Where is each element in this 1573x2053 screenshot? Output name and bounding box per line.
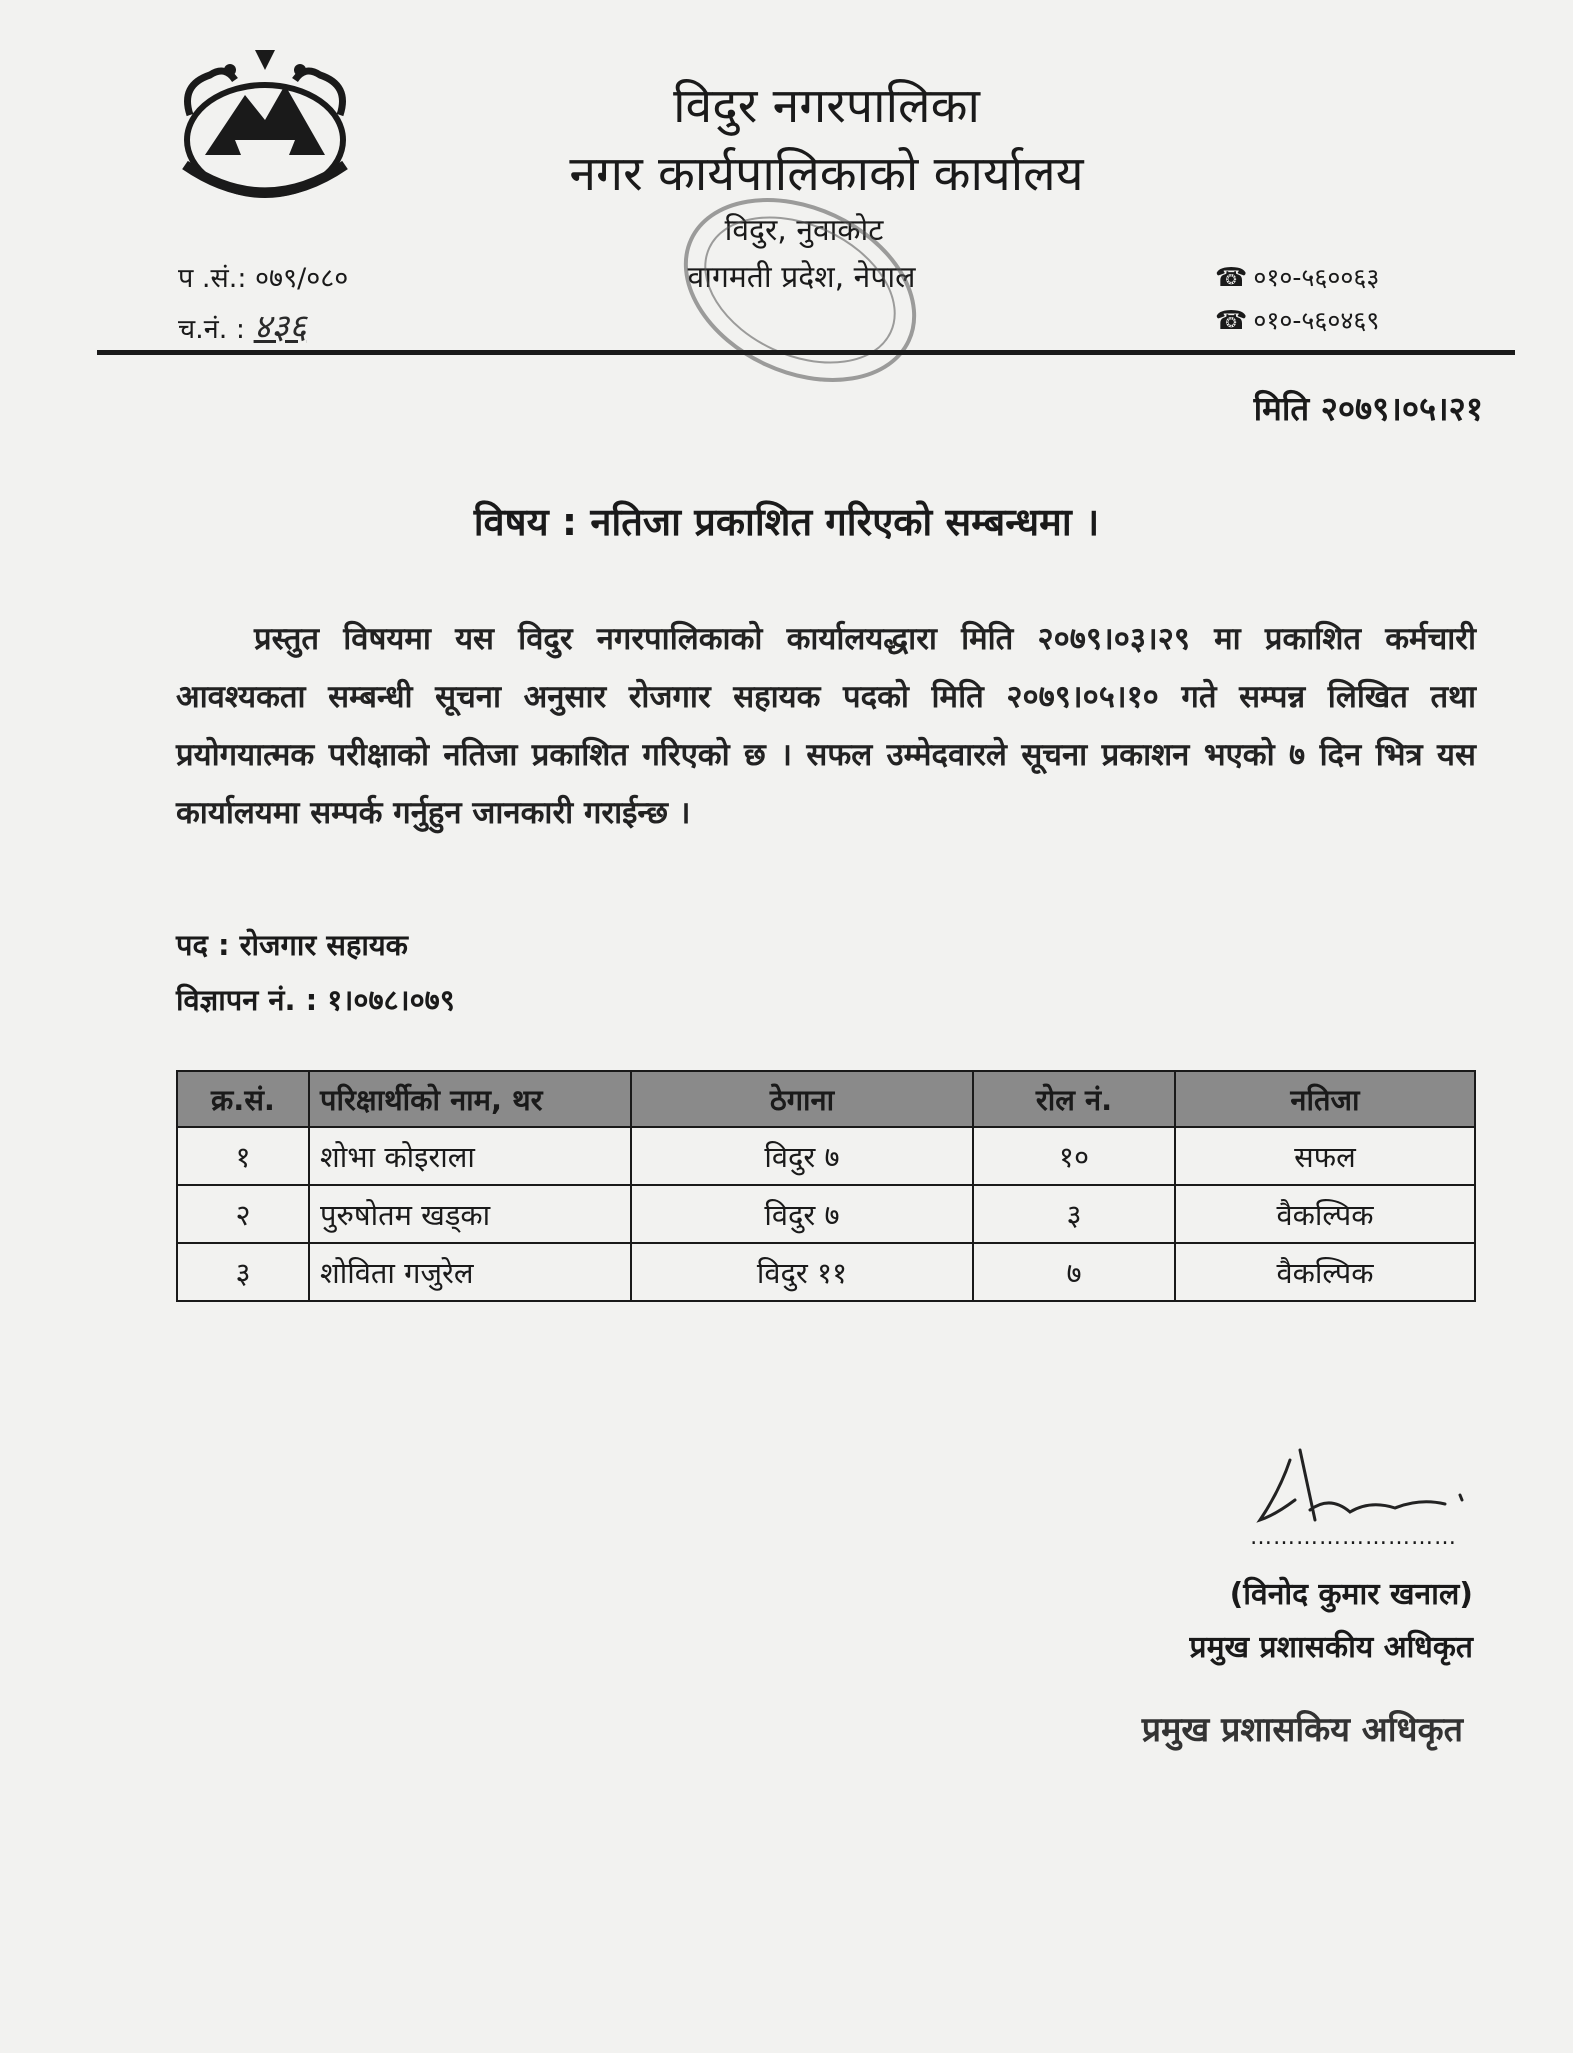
cell-result: वैकल्पिक (1175, 1243, 1475, 1301)
address-line-2: वागमती प्रदेश, नेपाल (687, 260, 916, 295)
cell-serial: २ (177, 1185, 309, 1243)
designation-stamp: प्रमुख प्रशासकिय अधिकृत (1141, 1710, 1463, 1750)
cell-address: विदुर ७ (631, 1127, 973, 1185)
header-divider (97, 350, 1515, 355)
dispatch-number (178, 302, 307, 348)
phone-1 (1215, 260, 1379, 294)
advertisement-number: विज्ञापन नं. : १।०७८।०७९ (176, 983, 455, 1017)
table-header-row (177, 1071, 1475, 1127)
municipality-name: विदुर नगरपालिका (673, 78, 980, 134)
cell-address: विदुर ७ (631, 1185, 973, 1243)
letter-body: प्रस्तुत विषयमा यस विदुर नगरपालिकाको कार्यालयद्धारा मिति २०७९।०३।२९ मा प्रकाशित कर्मचारी आवश्यकता सम्बन्धी सूचना अनुसार रोजगार सहायक पदको मिति २०७९।०५।१० गते सम्पन्न लिखित तथा प्रयोगयात्मक परीक्षाको नतिजा प्रकाशित गरिएको छ । सफल उम्मेदवारले सूचना प्रकाशन भएको ७ दिन भित्र यस कार्यालयमा सम्पर्क गर्नुहुन जानकारी गराईन्छ । (176, 621, 1476, 831)
letter-date: मिति २०७९।०५।२१ (1253, 389, 1483, 428)
signature-line: ……………………… (1250, 1525, 1457, 1550)
table-row (177, 1127, 1475, 1185)
cell-address: विदुर ११ (631, 1243, 973, 1301)
table-row (177, 1243, 1475, 1301)
header-result: नतिजा (1175, 1071, 1475, 1127)
cell-name: शोभा कोइराला (309, 1127, 631, 1185)
results-table (176, 1070, 1476, 1302)
header-serial: क्र.सं. (177, 1071, 309, 1127)
office-stamp-icon (650, 180, 950, 400)
cell-roll: ३ (973, 1185, 1175, 1243)
signatory-designation: प्रमुख प्रशासकीय अधिकृत (1189, 1630, 1473, 1665)
cell-roll: १० (973, 1127, 1175, 1185)
cell-serial: १ (177, 1127, 309, 1185)
cell-serial: ३ (177, 1243, 309, 1301)
cell-result: वैकल्पिक (1175, 1185, 1475, 1243)
cell-result: सफल (1175, 1127, 1475, 1185)
cell-roll: ७ (973, 1243, 1175, 1301)
header-address: ठेगाना (631, 1071, 973, 1127)
telephone-icon: ☎ (1215, 263, 1248, 293)
table-row (177, 1185, 1475, 1243)
telephone-icon: ☎ (1215, 306, 1248, 336)
cell-name: पुरुषोतम खड्का (309, 1185, 631, 1243)
phone-1-number: ०१०-५६००६३ (1253, 263, 1380, 292)
reference-number: प .सं.: ०७९/०८० (178, 263, 349, 294)
address-line-1: विदुर, नुवाकोट (724, 213, 884, 248)
header-roll: रोल नं. (973, 1071, 1175, 1127)
cell-name: शोविता गजुरेल (309, 1243, 631, 1301)
office-name: नगर कार्यपालिकाको कार्यालय (569, 146, 1084, 202)
letter-subject: विषय : नतिजा प्रकाशित गरिएको सम्बन्धमा । (473, 500, 1100, 544)
header-name: परिक्षार्थीको नाम, थर (309, 1071, 631, 1127)
post-title: पद : रोजगार सहायक (176, 928, 408, 962)
phone-2 (1215, 303, 1379, 337)
dispatch-label: च.नं. : (178, 314, 245, 345)
signatory-name: (विनोद कुमार खनाल) (1229, 1577, 1473, 1612)
phone-2-number: ०१०-५६०४६९ (1253, 306, 1380, 335)
dispatch-number-handwritten: ४३६ (253, 307, 307, 347)
